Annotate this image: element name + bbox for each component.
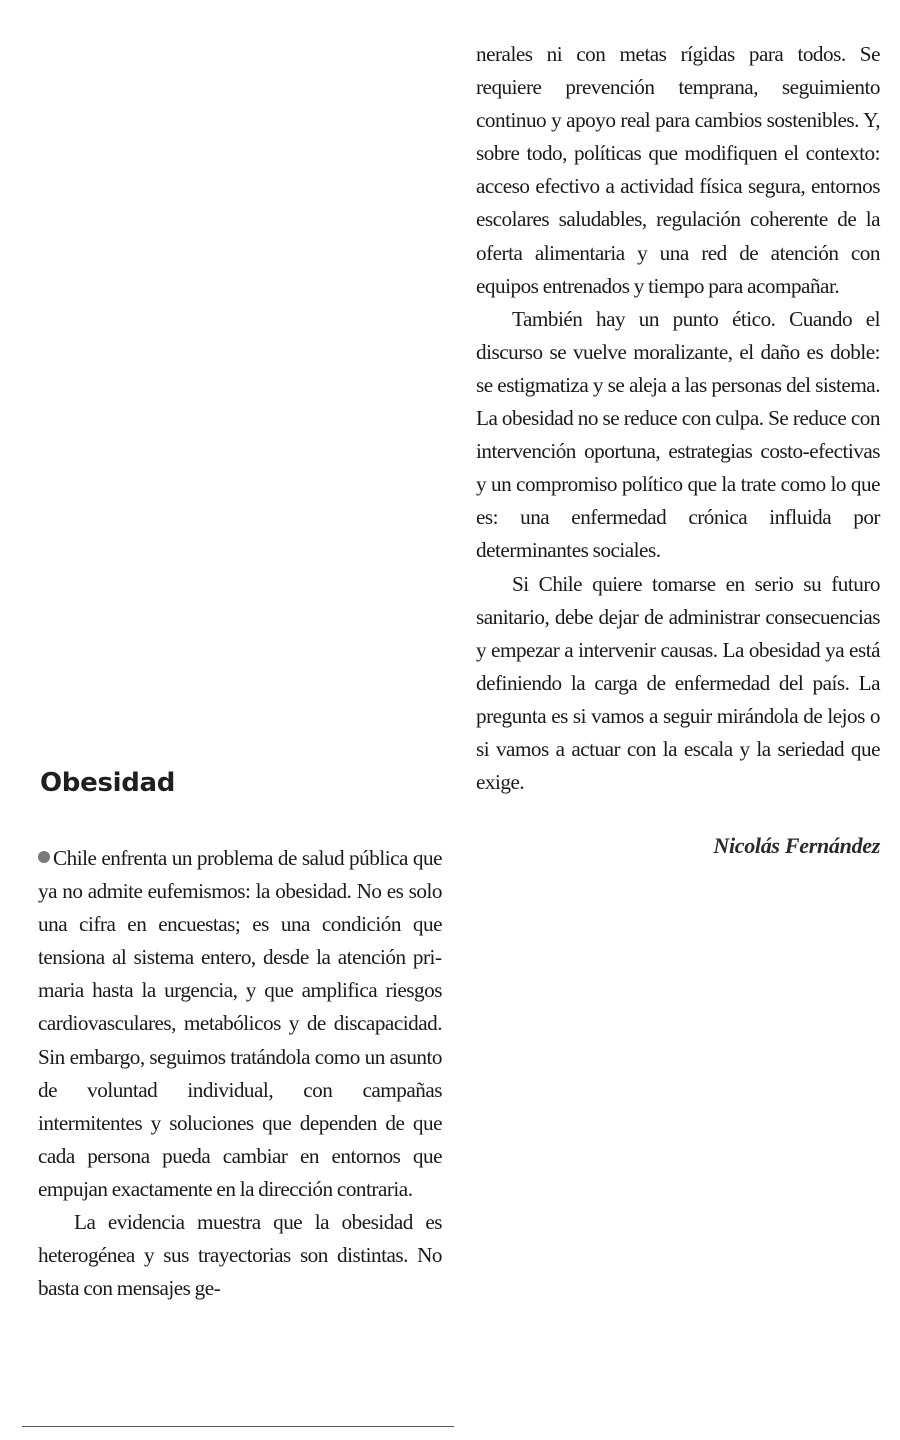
bullet-icon <box>38 851 50 863</box>
paragraph-3: También hay un punto ético. Cuando el discurso se vuelve moralizante, el daño es doble: se estigmatiza y se aleja a las personas del sistema. La obesidad no se reduce con culpa. Se reduce con intervención oportuna, estrategias costo-efectivas y un compromiso político que la trate como lo que es: una enfermedad crónica influida por determinantes sociales. <box>476 306 880 563</box>
paragraph-2: La evidencia muestra que la obesidad es heterogénea y sus trayectorias son distintas. No basta con mensajes ge- <box>38 1210 442 1301</box>
paragraph-1 <box>38 842 442 1206</box>
paragraph-2-continued: nerales ni con metas rígidas para todos. Se requiere prevención temprana, seguimiento continuo y apoyo real para cambios sostenibles. Y, sobre todo, políticas que modifiquen el contexto: acceso efectivo a actividad física segura, entornos escolares saludables, regulación coherente de la oferta alimentaria y una red de atención con equipos entrenados y tiempo para acompañar. <box>476 42 880 298</box>
paragraph-1-text: Chile enfrenta un problema de salud pública que ya no admite eufemismos: la obesidad. No es solo una cifra en encuestas; es una condición que tensiona al sistema entero, desde la atención primaria hasta la urgencia, y que amplifica riesgos cardiovasculares, metabólicos y de discapacidad. Sin embargo, seguimos tratándola como un asunto de voluntad individual, con campañas intermitentes y soluciones que dependen de que cada persona pueda cambiar en entornos que empujan exactamente en la dirección contraria. <box>38 846 442 1201</box>
article-title: Obesidad <box>40 768 176 798</box>
article-column-right <box>476 38 880 859</box>
paragraph-4: Si Chile quiere tomarse en serio su futuro sanitario, debe dejar de administrar consecuencias y empezar a intervenir causas. La obesidad ya está definiendo la carga de enfermedad del país. La pregunta es si vamos a seguir mirándola de lejos o si vamos a actuar con la escala y la seriedad que exige. <box>476 571 880 795</box>
author-signature: Nicolás Fernández <box>713 833 880 859</box>
bottom-divider <box>22 1426 454 1427</box>
article-column-left <box>38 768 442 1305</box>
